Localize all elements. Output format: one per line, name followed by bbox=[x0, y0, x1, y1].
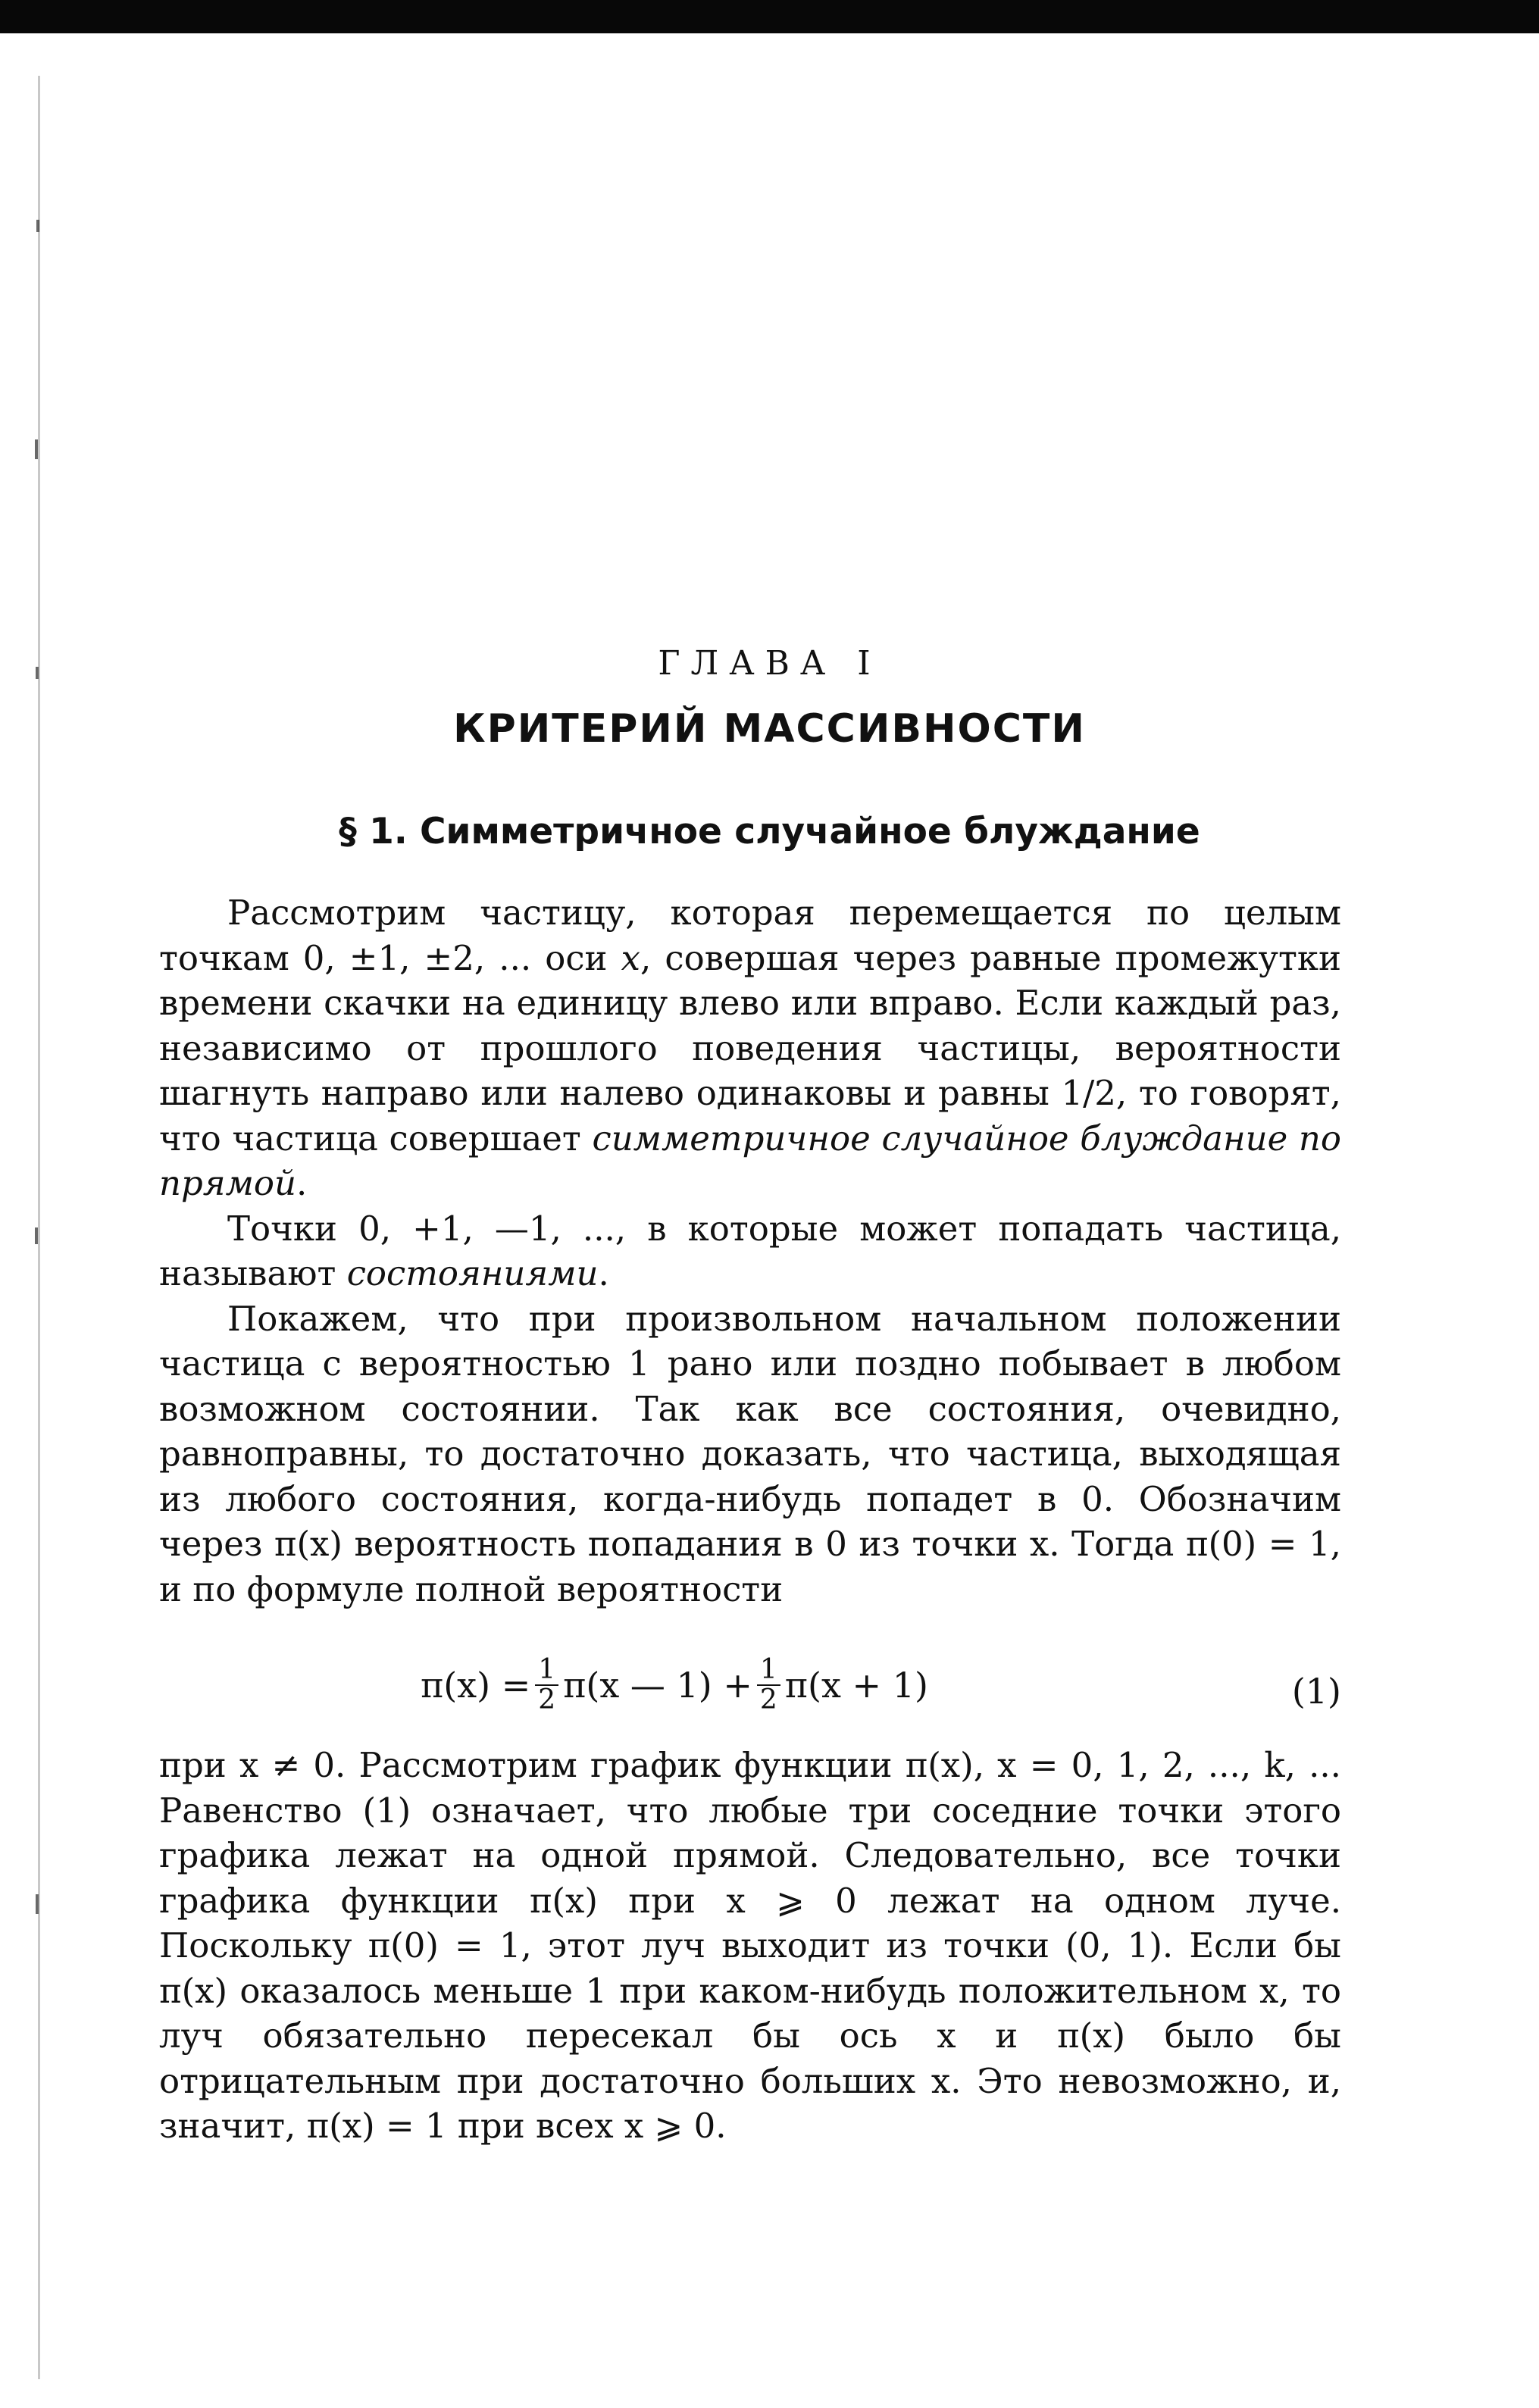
term-symmetric-random-walk: симметричное случайное блуждание по прямой bbox=[159, 1118, 1341, 1203]
scan-left-edge bbox=[38, 76, 40, 2379]
equation-lhs: π(x) = bbox=[421, 1665, 531, 1706]
fraction-denominator: 2 bbox=[538, 1684, 556, 1715]
paragraph-2 bbox=[159, 1206, 1341, 1296]
equation-1 bbox=[159, 1640, 1341, 1731]
fraction-numerator: 1 bbox=[757, 1656, 780, 1686]
paragraph-1-text: Рассмотрим частицу, которая перемещается по целым точкам 0, ±1, ±2, ... оси bbox=[159, 893, 1341, 978]
paragraph-1 bbox=[159, 890, 1341, 1206]
paragraph-2-end: . bbox=[598, 1253, 609, 1293]
fraction-one-half bbox=[535, 1656, 558, 1715]
paragraph-1-end: . bbox=[296, 1163, 308, 1203]
equation-term-1: π(x — 1) + bbox=[563, 1665, 752, 1706]
paragraph-4: при x ≠ 0. Рассмотрим график функции π(x), x = 0, 1, 2, ..., k, ... Равенство (1) означает, что любые три соседние точки этого графика лежат на одной прямой. Следовательно, все точки графика функции π(x) при x ⩾ 0 лежат на одном луче. Поскольку π(0) = 1, этот луч выходит из точки (0, 1). Если бы π(x) оказалось меньше 1 при каком-нибудь положительном x, то луч обязательно пересекал бы ось x и π(x) было бы отрицательным при достаточно больших x. Это невозможно, и, значит, π(x) = 1 при всех x ⩾ 0. bbox=[159, 1745, 1341, 2146]
scan-edge-mark bbox=[36, 1894, 39, 1914]
paragraph-3: Покажем, что при произвольном начальном положении частица с вероятностью 1 рано или поздно побывает в любом возможном состоянии. Так как все состояния, очевидно, равноправны, то достаточно доказать, что частица, выходящая из любого состояния, когда-нибудь попадет в 0. Обозначим через π(x) вероятность попадания в 0 из точки x. Тогда π(0) = 1, и по формуле полной вероятности bbox=[159, 1298, 1341, 1609]
equation-term-2: π(x + 1) bbox=[784, 1665, 928, 1706]
equation-expression bbox=[421, 1656, 928, 1715]
section-title: § 1. Симметричное случайное блуждание bbox=[339, 811, 1200, 852]
scan-edge-mark bbox=[35, 1227, 38, 1244]
scan-edge-mark bbox=[35, 439, 38, 459]
scan-edge-mark bbox=[36, 220, 39, 232]
body-text-top bbox=[159, 890, 1341, 1612]
chapter-label: ГЛАВА I bbox=[658, 644, 881, 683]
paragraph-1-text-cont: , совершая через равные промежутки времени скачки на единицу влево или вправо. Если каждый раз, независимо от прошлого поведения частицы, вероятности шагнуть направо или налево одинаковы и равны 1/2, то говорят, что частица совершает bbox=[159, 937, 1341, 1159]
scan-top-border bbox=[0, 0, 1539, 33]
body-text-bottom bbox=[159, 1743, 1341, 2149]
term-states: состояниями bbox=[346, 1253, 599, 1293]
chapter-title: КРИТЕРИЙ МАССИВНОСТИ bbox=[453, 706, 1086, 752]
equation-number: (1) bbox=[1291, 1671, 1341, 1712]
fraction-one-half bbox=[757, 1656, 780, 1715]
paragraph-2-text: Точки 0, +1, —1, ..., в которые может попадать частица, называют bbox=[159, 1208, 1341, 1293]
fraction-denominator: 2 bbox=[759, 1684, 777, 1715]
fraction-numerator: 1 bbox=[535, 1656, 558, 1686]
axis-variable: x bbox=[621, 937, 641, 978]
